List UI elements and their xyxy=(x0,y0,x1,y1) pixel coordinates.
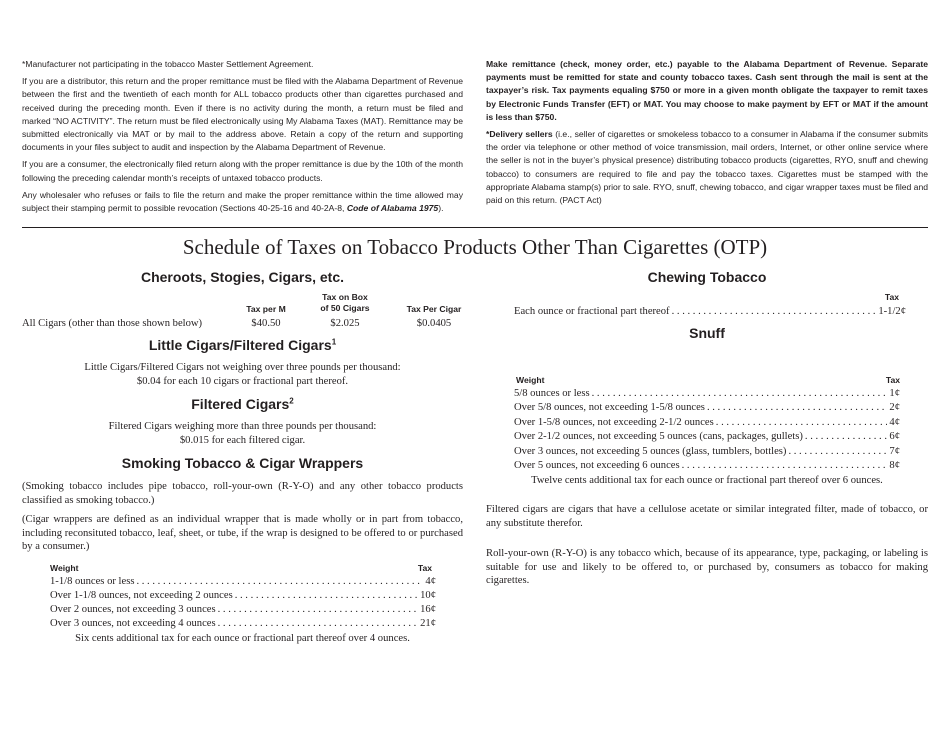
col-tax-per-m: Tax per M xyxy=(246,304,286,314)
schedule-title: Schedule of Taxes on Tobacco Products Other Than Cigarettes (OTP) xyxy=(182,235,768,259)
delivery-sellers-note xyxy=(486,128,928,207)
smoking-para1: (Smoking tobacco includes pipe tobacco, roll-your-own (R-Y-O) and any other tobacco products classified as smoking tobacco.) xyxy=(22,481,463,506)
row-label: Over 2-1/2 ounces, not exceeding 5 ounces (cans, packages, gullets) xyxy=(514,431,803,442)
row-label: Over 3 ounces, not exceeding 5 ounces (glass, tumblers, bottles) xyxy=(514,446,787,457)
delivery-sellers-text: (i.e., seller of cigarettes or smokeless tobacco to a consumer in Alabama if the consumer submits the order via telephone or other method of voice transmission, mail orders, Internet, or other online service where the seller is not in the buyer’s physical presence) distributing tobacco products (cigarettes, RYO, snuff and chewing tobacco) to consumers are required to file and pay the tobacco taxes. Cigarettes must be stamped with the appropriate Alabama stamp(s) prior to sale. RYO, snuff, chewing tobacco, and cigar wrapper taxes must be filed and paid on this return. (PACT Act) xyxy=(486,129,929,206)
footnote-msa: *Manufacturer not participating in the tobacco Master Settlement Agreement. xyxy=(22,59,314,69)
remittance-note: Make remittance (check, money order, etc.) payable to the Alabama Department of Revenue. Separate payments must be remitted for state and county tobacco taxes. Cash sent through the mail is sent at the taxpayer’s risk. Tax payments equaling $750 or more in a given month obligate the taxpayer to remit taxes by Electronic Funds Transfer (EFT) or MAT. You may choose to make payment by EFT or MAT if the amount is less than $750. xyxy=(486,59,928,122)
snuff-tax-header: Tax xyxy=(885,375,901,385)
cigars-heading: Cheroots, Stogies, Cigars, etc. xyxy=(140,269,345,285)
wholesaler-text-end: ). xyxy=(438,203,444,214)
table-row xyxy=(50,589,436,603)
filtered-cigars-heading-text: Filtered Cigars xyxy=(191,396,290,412)
row-tax: 7¢ xyxy=(889,446,900,457)
ryo-definition: Roll-your-own (R-Y-O) is any tobacco which, because of its appearance, type, packaging, or labeling is suitable for use and likely to be offered to, or purchased by, consumers as tobacco for making cigarettes. xyxy=(486,548,928,586)
filtered-cigars-text xyxy=(22,420,463,448)
divider-line xyxy=(22,227,928,228)
row-tax: 10¢ xyxy=(420,590,436,601)
row-label: 5/8 ounces or less xyxy=(514,388,590,399)
row-label: 1-1/8 ounces or less xyxy=(50,576,135,587)
smoking-weight-header: Weight xyxy=(50,563,79,573)
row-label: Over 5/8 ounces, not exceeding 1-5/8 ounces xyxy=(514,402,705,413)
table-row xyxy=(50,575,436,589)
smoking-tax-header: Tax xyxy=(417,563,433,573)
row-tax: 16¢ xyxy=(420,604,436,615)
chewing-row xyxy=(514,305,906,319)
little-cigars-text xyxy=(22,361,463,389)
row-tax: 1¢ xyxy=(889,388,900,399)
table-row xyxy=(514,416,900,430)
cigar-tax-box: $2.025 xyxy=(330,318,360,329)
smoking-para2: (Cigar wrappers are defined as an individual wrapper that is made wholly or in part from tobacco, including reconsituted tobacco, leaf, sheet, or tube, if the wrap is designed to be offered to or purchased by a consumer.) xyxy=(22,514,463,552)
row-label: Over 2 ounces, not exceeding 3 ounces xyxy=(50,604,216,615)
table-row xyxy=(514,387,900,401)
row-tax: 2¢ xyxy=(889,402,900,413)
filtered-cigars-line2: $0.015 for each filtered cigar. xyxy=(179,435,306,446)
left-notes xyxy=(22,58,463,219)
table-row xyxy=(514,459,900,473)
distributor-note: If you are a distributor, this return and the proper remittance must be filed with the Alabama Department of Revenue between the first and the twentieth of each month for ALL tobacco products other than cigarettes purchased and received during the preceding month. Even if there is no activity during the month, a return must be filed and marked “NO ACTIVITY”. The return must be filed electronically using My Alabama Taxes (MAT). Remittance may be submitted electronically via MAT or by mail to the address above. Retain a copy of the return and supporting documents in your files subject to audit and inspection by the Alabama Department of Revenue. xyxy=(22,76,463,153)
row-tax: 1-1/2¢ xyxy=(878,306,906,317)
table-row xyxy=(50,603,436,617)
code-reference: Code of Alabama 1975 xyxy=(346,203,439,214)
row-tax: 8¢ xyxy=(889,460,900,471)
smoking-heading: Smoking Tobacco & Cigar Wrappers xyxy=(121,455,364,471)
snuff-heading: Snuff xyxy=(689,325,725,341)
table-row xyxy=(50,617,436,631)
row-label: Over 1-5/8 ounces, not exceeding 2-1/2 ounces xyxy=(514,417,714,428)
filtered-cigars-sup: 2 xyxy=(289,396,294,406)
table-row xyxy=(514,430,900,444)
filtered-cigars-definition: Filtered cigars are cigars that have a cellulose acetate or similar integrated filter, made of tobacco, or any substitute therefor. xyxy=(486,504,928,529)
row-tax: 4¢ xyxy=(425,576,436,587)
chewing-tax-header: Tax xyxy=(884,292,900,302)
table-row xyxy=(514,401,900,415)
wholesaler-note xyxy=(22,189,463,215)
wholesaler-text: Any wholesaler who refuses or fails to file the return and make the proper remittance within the time allowed may subject their stamping permit to possible revocation (Sections 40-25-16 and 40-2A-8, xyxy=(22,189,463,214)
all-cigars-label: All Cigars (other than those shown below) xyxy=(22,318,203,329)
row-tax: 4¢ xyxy=(889,417,900,428)
row-label: Over 3 ounces, not exceeding 4 ounces xyxy=(50,618,216,629)
row-tax: 6¢ xyxy=(889,431,900,442)
snuff-weight-header: Weight xyxy=(516,375,545,385)
row-label: Over 5 ounces, not exceeding 6 ounces xyxy=(514,460,680,471)
little-cigars-line1: Little Cigars/Filtered Cigars not weighing over three pounds per thousand: xyxy=(84,362,401,373)
cigar-tax-per-m: $40.50 xyxy=(251,318,281,329)
row-tax: 21¢ xyxy=(420,618,436,629)
row-label: Over 1-1/8 ounces, not exceeding 2 ounces xyxy=(50,590,233,601)
cigar-tax-per-cigar: $0.0405 xyxy=(416,318,452,329)
delivery-sellers-label: *Delivery sellers xyxy=(486,129,553,140)
little-cigars-sup: 1 xyxy=(331,337,337,347)
consumer-note: If you are a consumer, the electronically filed return along with the proper remittance is due by the 10th of the month following the preceding calendar month’s receipts of untaxed tobacco products. xyxy=(22,159,463,183)
col-tax-box: Tax on Box of 50 Cigars xyxy=(320,292,370,313)
little-cigars-heading-text: Little Cigars/Filtered Cigars xyxy=(148,337,332,353)
right-notes xyxy=(486,58,928,211)
chewing-heading: Chewing Tobacco xyxy=(647,269,767,285)
filtered-cigars-heading xyxy=(22,396,463,413)
little-cigars-line2: $0.04 for each 10 cigars or fractional part thereof. xyxy=(136,376,349,387)
col-tax-per-cigar: Tax Per Cigar xyxy=(406,304,462,314)
snuff-note: Twelve cents additional tax for each ounce or fractional part thereof over 6 ounces. xyxy=(531,475,883,486)
filtered-cigars-line1: Filtered Cigars weighing more than three pounds per thousand: xyxy=(108,421,377,432)
table-row xyxy=(514,445,900,459)
row-label: Each ounce or fractional part thereof xyxy=(514,306,670,317)
smoking-note: Six cents additional tax for each ounce or fractional part thereof over 4 ounces. xyxy=(75,633,410,644)
little-cigars-heading xyxy=(22,337,463,354)
